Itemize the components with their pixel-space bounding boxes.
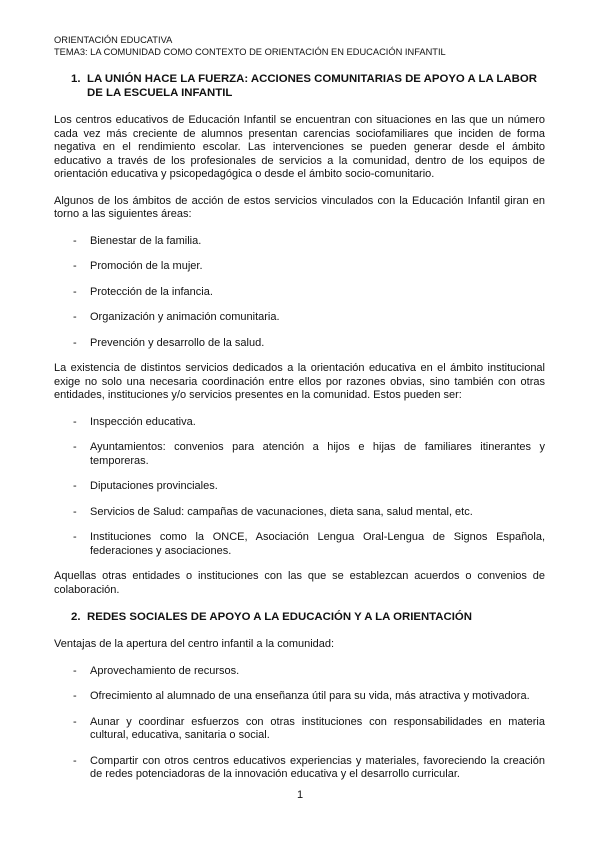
list-item: - Ayuntamientos: convenios para atención a hijos e hijas de familiares itinerantes y temporeras.	[73, 441, 545, 467]
entities-list	[54, 416, 545, 559]
list-item: - Promoción de la mujer.	[73, 260, 203, 272]
section-2-paragraph-1: Ventajas de la apertura del centro infantil a la comunidad:	[54, 638, 335, 650]
section-1-title: LA UNIÓN HACE LA FUERZA: ACCIONES COMUNITARIAS DE APOYO A LA LABOR DE LA ESCUELA INFANTIL	[87, 73, 537, 99]
running-header	[54, 34, 554, 58]
list-item: - Compartir con otros centros educativos experiencias y materiales, favoreciendo la creación de redes potenciadoras de la innovación educativa y el desarrollo curricular.	[73, 754, 545, 780]
list-item: - Prevención y desarrollo de la salud.	[73, 336, 265, 349]
list-item: - Organización y animación comunitaria.	[73, 311, 280, 323]
list-item: - Servicios de Salud: campañas de vacunaciones, dieta sana, salud mental, etc.	[73, 505, 473, 518]
list-item: - Diputaciones provinciales.	[73, 480, 218, 492]
list-item: - Protección de la infancia.	[73, 285, 213, 298]
header-subject: ORIENTACIÓN EDUCATIVA	[54, 35, 173, 45]
section-1-paragraph-4: Aquellas otras entidades o instituciones con las que se establezcan acuerdos o convenios de colaboración.	[54, 570, 545, 596]
section-2-number: 2.	[71, 611, 81, 623]
section-2-title: REDES SOCIALES DE APOYO A LA EDUCACIÓN Y A LA ORIENTACIÓN	[87, 611, 472, 623]
list-item: - Inspección educativa.	[73, 415, 196, 428]
section-1-paragraph-1: Los centros educativos de Educación Infantil se encuentran con situaciones en las que un número cada vez más creciente de alumnos presentan carencias sociofamiliares que inciden de forma negativa en el rendimiento escolar. Las intervenciones se pueden generar desde el ámbito educativo a través de los profesionales de servicios a la comunidad, dentro de los equipos de orientación educativa y psicopedagógica o desde el ámbito socio-comunitario.	[54, 114, 545, 180]
list-item: - Bienestar de la familia.	[73, 234, 202, 247]
section-1-number: 1.	[71, 73, 81, 85]
areas-list	[54, 235, 545, 351]
list-item: - Aunar y coordinar esfuerzos con otras instituciones con responsabilidades en materia cultural, educativa, sanitaria o social.	[73, 715, 545, 741]
header-topic: TEMA3: LA COMUNIDAD COMO CONTEXTO DE ORIENTACIÓN EN EDUCACIÓN INFANTIL	[54, 47, 446, 57]
section-1-paragraph-2: Algunos de los ámbitos de acción de estos servicios vinculados con la Educación Infantil giran en torno a las siguientes áreas:	[54, 194, 545, 220]
advantages-list	[54, 665, 545, 782]
list-item: - Ofrecimiento al alumnado de una enseñanza útil para su vida, más atractiva y motivadora.	[73, 690, 530, 702]
list-item: - Aprovechamiento de recursos.	[73, 664, 240, 677]
document-body	[54, 72, 545, 794]
section-2-heading	[54, 610, 545, 624]
section-1-heading	[54, 72, 545, 100]
list-item: - Instituciones como la ONCE, Asociación Lengua Oral-Lengua de Signos Española, federaciones y asociaciones.	[73, 531, 545, 557]
page-number: 1	[296, 789, 304, 801]
section-1-paragraph-3: La existencia de distintos servicios dedicados a la orientación educativa en el ámbito institucional exige no solo una necesaria coordinación entre ellos por razones obvias, sino también con otras entidades, instituciones y/o servicios presentes en la comunidad. Estos pueden ser:	[54, 362, 545, 401]
